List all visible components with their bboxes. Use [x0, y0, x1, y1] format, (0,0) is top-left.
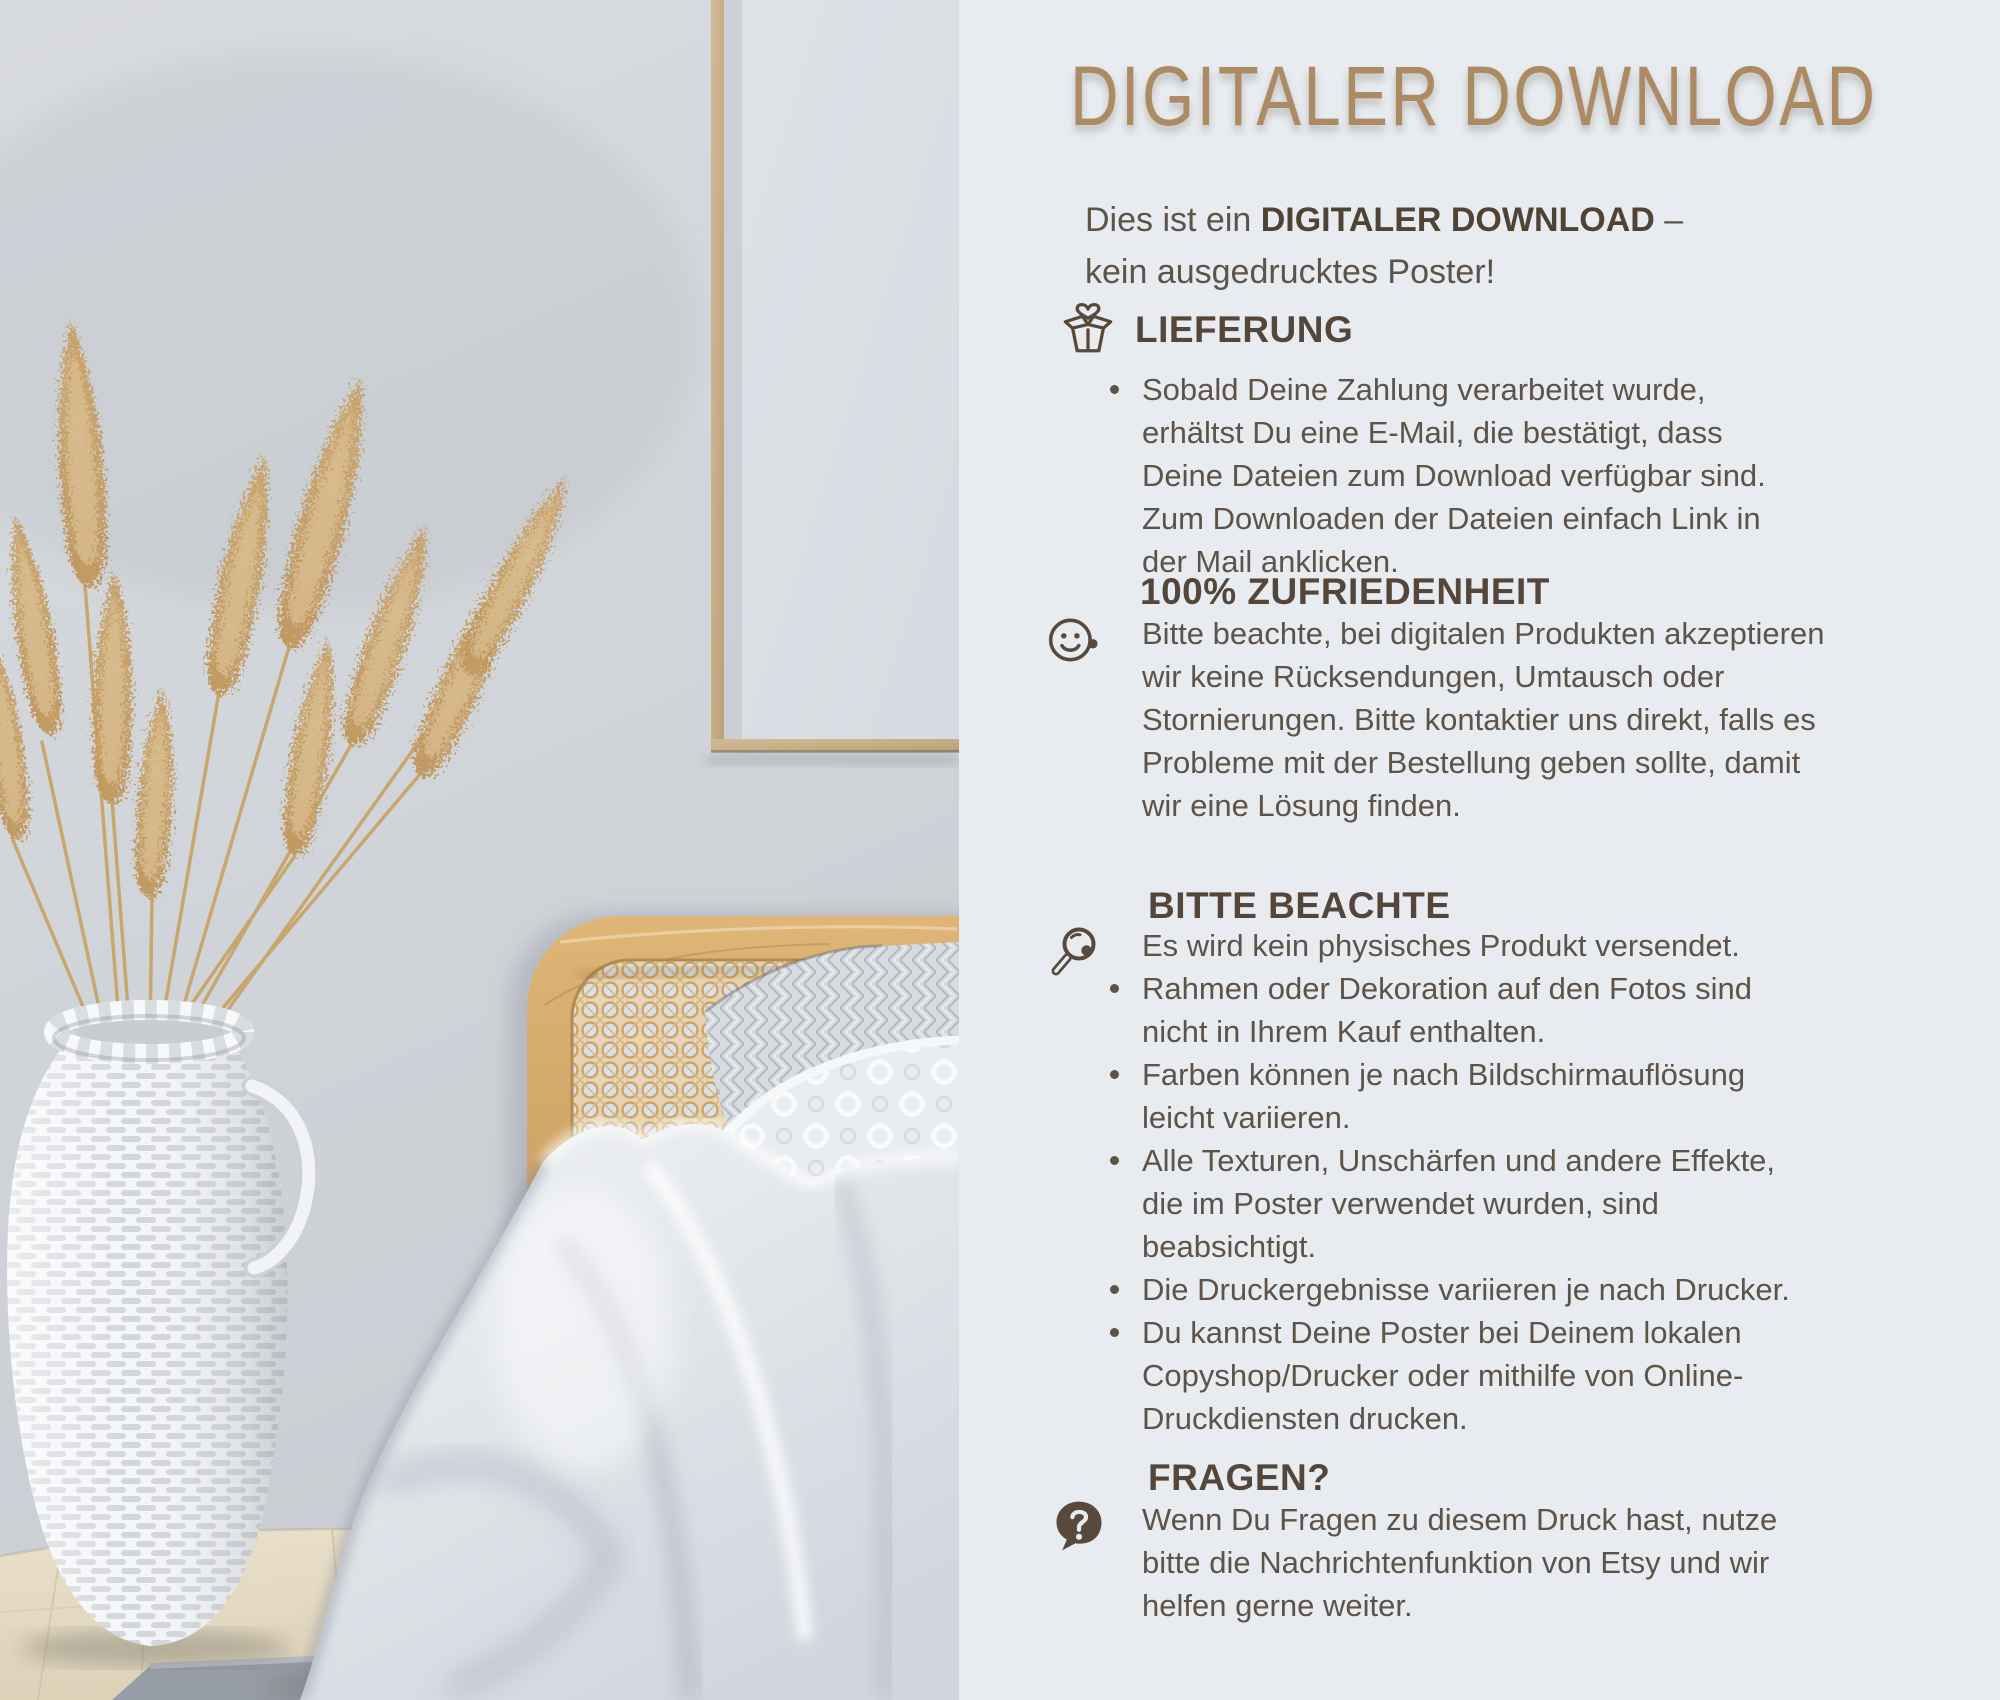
list-item: Du kannst Deine Poster bei Deinem lokalen Copyshop/Drucker oder mithilfe von Online-Druckdiensten drucken.	[1110, 1311, 1810, 1440]
fragen-text: Wenn Du Fragen zu diesem Druck hast, nutze bitte die Nachrichtenfunktion von Etsy und wir helfen gerne weiter.	[1142, 1502, 1778, 1623]
bullet-dot	[1110, 1156, 1119, 1165]
info-panel	[959, 0, 2000, 1700]
list-item: Rahmen oder Dekoration auf den Fotos sind nicht in Ihrem Kauf enthalten.	[1110, 967, 1810, 1053]
beachte-list	[1110, 924, 1810, 1440]
question-bubble-icon	[1049, 1496, 1109, 1556]
product-photo	[0, 0, 959, 1700]
list-item: Farben können je nach Bildschirmauflösung leicht variieren.	[1110, 1053, 1810, 1139]
bullet-dot	[1110, 1328, 1119, 1337]
page-title: DIGITALER DOWNLOAD	[1070, 49, 1878, 143]
picture-frame	[706, 0, 959, 766]
section-heading-fragen: FRAGEN?	[1148, 1457, 1331, 1498]
lieferung-list	[1110, 368, 1800, 583]
bullet-dot	[1110, 385, 1119, 394]
smiley-icon	[1042, 610, 1110, 670]
magnifier-icon	[1043, 922, 1107, 986]
section-heading-lieferung: LIEFERUNG	[1135, 309, 1354, 350]
bullet-dot	[1110, 1285, 1119, 1294]
list-item: Die Druckergebnisse variieren je nach Drucker.	[1110, 1268, 1810, 1311]
zufriedenheit-text: Bitte beachte, bei digitalen Produkten akzeptieren wir keine Rücksendungen, Umtausch oder Stornierungen. Bitte kontaktier uns direkt, falls es Probleme mit der Bestellung geben sollte, damit wir eine Lösung finden.	[1142, 616, 1825, 823]
section-heading-zufriedenheit: 100% ZUFRIEDENHEIT	[1140, 571, 1550, 612]
bullet-dot	[1110, 1070, 1119, 1079]
gift-box-icon	[1059, 300, 1117, 358]
intro-text: Dies ist ein DIGITALER DOWNLOAD – kein ausgedrucktes Poster!	[1085, 201, 1684, 291]
section-heading-beachte: BITTE BEACHTE	[1148, 885, 1451, 926]
intro-bold: DIGITALER DOWNLOAD	[1260, 201, 1655, 239]
bullet-dot	[1110, 984, 1119, 993]
list-item: Es wird kein physisches Produkt versendet.	[1142, 928, 1740, 963]
list-item: Sobald Deine Zahlung verarbeitet wurde, erhältst Du eine E-Mail, die bestätigt, dass Deine Dateien zum Download verfügbar sind. Zum Downloaden der Dateien einfach Link in der Mail anklicken.	[1110, 368, 1800, 583]
list-item: Alle Texturen, Unschärfen und andere Effekte, die im Poster verwendet wurden, sind beabsichtigt.	[1110, 1139, 1810, 1268]
